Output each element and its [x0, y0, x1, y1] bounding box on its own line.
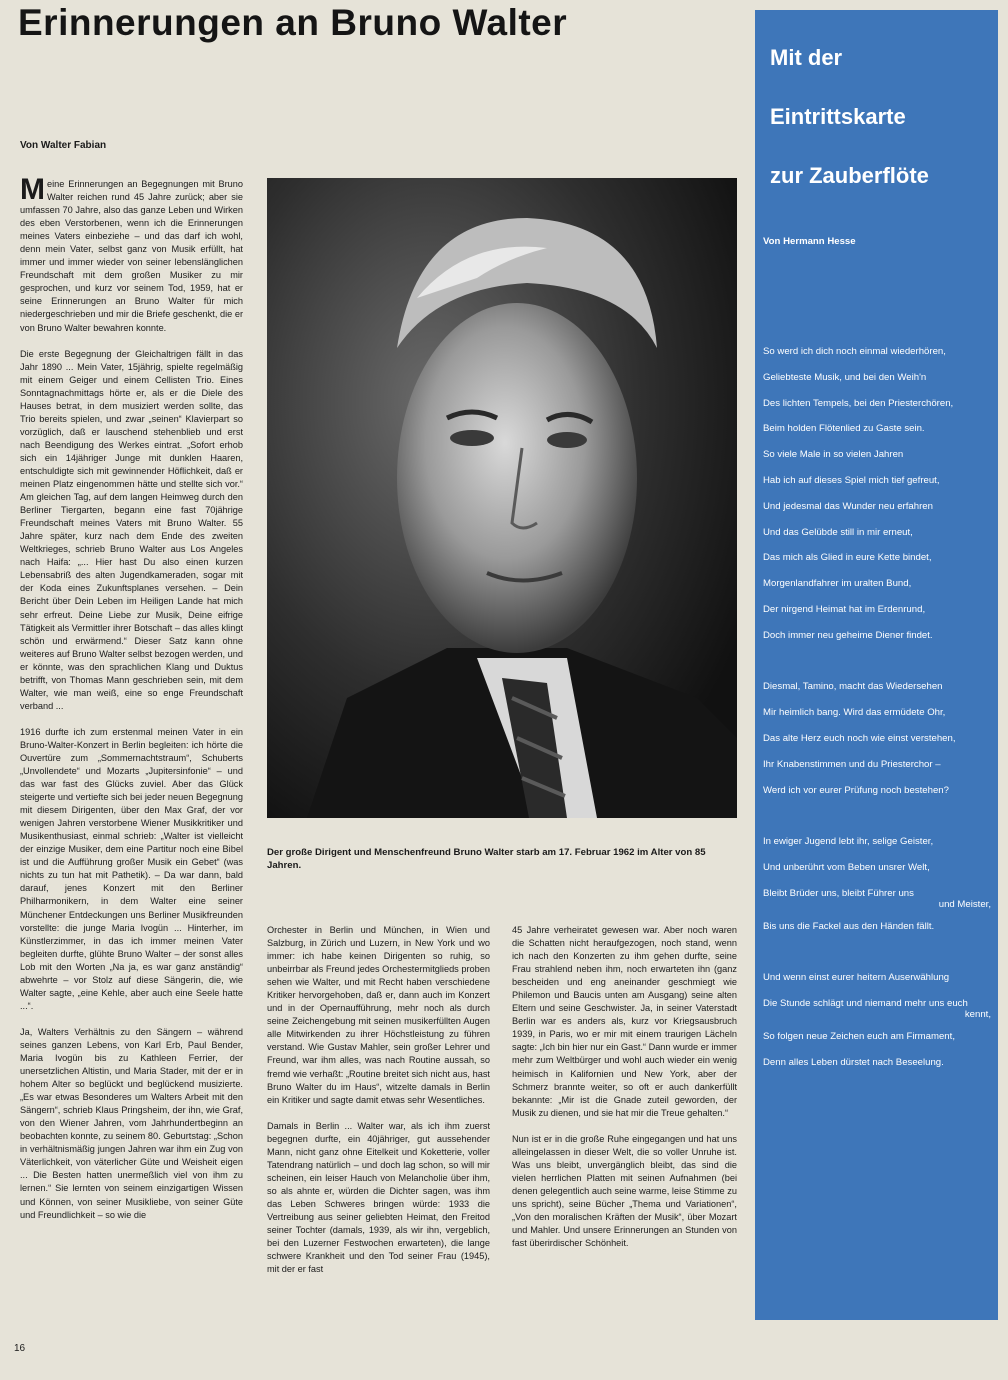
article-title: Erinnerungen an Bruno Walter: [18, 2, 568, 43]
article-column-3: [512, 924, 737, 1334]
poem-line: Und jedesmal das Wunder neu erfahren: [763, 500, 933, 512]
poem-line: Des lichten Tempels, bei den Priesterchören,: [763, 397, 954, 409]
paragraph: 45 Jahre verheiratet gewesen war. Aber noch waren die Schatten nicht heraufgezogen, noch stand, wenn ich nach den Konzerten zu ihm gehen durfte, seine Frau strahlend neben ihm, noch erwarteten ihn (ganz bescheiden und eng aneinander geschmiegt wie Philemon und Baucis unten am Ausgang) seine alten Eltern und seine Geschwister. Ja, in seiner Vaterstadt Berlin war es anders als, kurz vor Kriegsausbruch 1939, in Paris, wo er mir mit einem traurigen Lächeln sagte: „Ich bin hier nur ein Gast.“ Dann wurde er immer mehr zum Weltbürger und wohl auch wieder ein wenig heimisch in Kalifornien und New York, aber der Schmerz brannte weiter, so oft er auch dankerfüllt bekannte: „Mir ist die Gnade zuteil geworden, der Musik zu dienen, und sie hat mir die Treue gehalten.“: [512, 925, 737, 1118]
poem-line: In ewiger Jugend lebt ihr, selige Geister,: [763, 836, 934, 848]
poem-line: Morgenlandfahrer im uralten Bund,: [763, 578, 912, 590]
poem-line: Die Stunde schlägt und niemand mehr uns euch: [763, 997, 968, 1009]
paragraph: Damals in Berlin ... Walter war, als ich ihm zuerst begegnen durfte, ein 40jähriger, gut aussehender Mann, nicht ganz ohne Eitelkeit und Koketterie, voller Tatendrang natürlich – und doch lag schon, so will mir scheinen, ein leiser Hauch von Melancholie über ihm, so als ahnte er, würden die Dichter sagen, was ihm das Leben Schweres bringen würde: 1933 die Vertreibung aus seiner geliebten Heimat, den Freitod seiner Tochter (damals, 1939, als wir ihn, vergeblich, bei den Luzerner Festwochen erwarteten), die lange schwere Krankheit und den Tod seiner Frau (1945), mit der er fast: [267, 1120, 490, 1275]
paragraph: 1916 durfte ich zum erstenmal meinen Vater in ein Bruno-Walter-Konzert in Berlin begleiten: ich hörte die Ouvertüre zum „Sommernachtstraum“, Schuberts „Unvollendete“ und Mozarts „Jupitersinfonie“ – und das war fast des Glücks zuviel. Aber das Glück steigerte und vertiefte sich bei jeder neuen Begegnung mit diesem Dirigenten, über den Max Graf, der vor wenigen Jahren verstorbene Wiener Musikkritiker und Musikenthusiast, einmal schrieb: „Walter ist vielleicht der einzige Musiker, dem eine Partitur noch eine Bibel ist und die Aufführung großer Musik ein Gebet“ (was nichts zu tun hat mit Pathetik). – Da war dann, bald darauf, jenes Konzert mit den Berliner Philharmonikern, in dem Walter eine seiner Münchener Entdeckungen uns Berliner Musikfreunden vorstellte: die junge Maria Ivogün ... Hinterher, im Künstlerzimmer, in das ich immer meinen Vater begleiten durfte, glühte Bruno Walter – der sonst alles Lob mit den Worten „Na ja, es war ganz anständig“ abwehrte – vor Stolz auf diese Sängerin, die, wie Walter sagte, „eine Kehle, aber auch eine Seele hatte ...“.: [20, 726, 243, 1011]
poem-line: So folgen neue Zeichen euch am Firmament,: [763, 1030, 955, 1042]
poem-line-continuation: und Meister,: [938, 898, 991, 910]
poem-line: Mir heimlich bang. Wird das ermüdete Ohr,: [763, 707, 946, 719]
stanza-break: [763, 649, 991, 675]
paragraph: Orchester in Berlin und München, in Wien und Salzburg, in Zürich und Luzern, in New York und wo immer: ich habe keinen Dirigenten so ruhig, so unbeirrbar als Freund jedes Orchestermitglieds proben sehen wie Walter, und mit Recht haben verschiedene Kritiker hervorgehoben, daß er, dann auch im Konzert und in der Opernaufführung, mehr noch als durch seine Zeichengebung mit seinen musikerfüllten Augen alle Mitwirkenden zu ihrer Höchstleistung zu führen verstand. Wie Gustav Mahler, sein großer Lehrer und Freund, war ihm alles, was nach Routine aussah, so fremd wie verhaßt: „Routine breitet sich nicht aus, hast Bruno Walter du im Haus“, witzelte damals in Berlin ein Kritiker und sagte damit etwas sehr Wesentliches.: [267, 925, 490, 1105]
poem: [763, 339, 991, 1075]
poem-line: Ihr Knabenstimmen und du Priesterchor –: [763, 758, 941, 770]
drop-cap: M: [20, 178, 45, 206]
poem-line: Beim holden Flötenlied zu Gaste sein.: [763, 423, 925, 435]
poem-line-continuation: kennt,: [964, 1008, 991, 1020]
poem-line: Denn alles Leben dürstet nach Beseelung.: [763, 1056, 944, 1068]
portrait-photo: [267, 178, 737, 818]
poem-line: Diesmal, Tamino, macht das Wiedersehen: [763, 681, 943, 693]
stanza-break: [763, 939, 991, 965]
poem-line: So werd ich dich noch einmal wiederhören,: [763, 346, 946, 357]
poem-sidebar: [755, 10, 998, 1320]
sidebar-byline: Von Hermann Hesse: [763, 236, 856, 247]
poem-line: Bleibt Brüder uns, bleibt Führer uns: [763, 887, 914, 899]
poem-line: Doch immer neu geheime Diener findet.: [763, 629, 933, 641]
paragraph: Meine Erinnerungen an Begegnungen mit Bruno Walter reichen rund 45 Jahre zurück; aber sie umfassen 70 Jahre, also das ganze Leben und Wirken des eben Verstorbenen, wenn ich die Erinnerungen meines Vaters einbeziehe – und das darf ich wohl, denn mein Vater, selbst ganz von Musik erfüllt, hat immer und immer wieder von seiner lebenslänglichen Freundschaft mit dem großen Musiker zu mir gesprochen, und kurz vor seinem Tod, 1959, hat er seine Erinnerungen an Bruno Walter für mich niedergeschrieben und mir die Briefe geschenkt, die er von Bruno Walter bewahren konnte.: [20, 178, 243, 333]
sidebar-title: Mit der Eintrittskarte zur Zauberflöte: [770, 45, 929, 188]
paragraph: Die erste Begegnung der Gleichaltrigen fällt in das Jahr 1890 ... Mein Vater, 15jährig, spielte regelmäßig mit einem Geiger und einem Cellisten Trio. Eines Sonntagnachmittags hörte er, als er die Diele des Hauses betrat, in dem musiziert werden sollte, das Trio bereits spielen, und zwar „seinen“ Klavierpart so vorzüglich, daß er lauschend stehenblieb und erst nach Beendigung des Werkes eintrat. „Sofort erhob sich ein 14jähriger Junge mit dunklen Haaren, entschuldigte sich mit gewinnender Höflichkeit, daß er meinen Platz eingenommen hätte und stellte sich vor.“ Am gleichen Tag, auf dem langen Heimweg durch den Berliner Tiergarten, begann eine fast 70jährige Freundschaft meines Vaters mit Bruno Walter. 55 Jahre später, kurz nach dem Ende des zweiten Weltkrieges, schrieb Bruno Walter aus Los Angeles nach Haifa: „... Hier hast Du also einen kurzen Lebensabriß des alten Jugendkameraden, sogar mit der Koda eines Zukunftsplanes versehen. – Dein Bericht über Dein Leben im Heiligen Lande hat mich sehr erfreut. Deine Liebe zur Musik, Deine eifrige Tätigkeit als Vermittler ihrer Botschaft – das alles klingt schön und erwärmend.“ Dieser Satz kann ohne weiteres auf Bruno Walter selbst bezogen werden, und er könnte, was den sprachlichen Klang und Duktus betrifft, von Thomas Mann geschrieben sein, mit dem Walter, wie man weiß, eine so enge Freundschaft verband ...: [20, 348, 243, 711]
paragraph: Ja, Walters Verhältnis zu den Sängern – während seines ganzen Lebens, von Karl Erb, Paul Bender, Maria Ivogün bis zu Kathleen Ferrier, der unersetzlichen Altistin, und Maria Stader, mit der er in hohem Alter so beglückt und beglückend musizierte. „Es war etwas Besonderes um Walters Arbeit mit den Sängern“, schrieb Klaus Pringsheim, der ihn, wie Graf, von den Wiener Jahren, vom Jahrhundertbeginn an beobachten konnte, zu seinem 80. Geburtstag: „Schon in verhältnismäßig jungen Jahren war ihm ein Zug von Väterlichkeit, von väterlicher Güte und Weisheit eigen ... Die Besten hatten unermeßlich viel von ihm zu lernen.“ Sie lernten von seinem einzigartigen Wissen und Können, von seiner Musikliebe, von seiner Güte und Freundlichkeit – so wie die: [20, 1026, 243, 1220]
poem-line: Hab ich auf dieses Spiel mich tief gefreut,: [763, 474, 940, 486]
page-number: 16: [14, 1343, 26, 1354]
article-byline: Von Walter Fabian: [20, 140, 107, 151]
article-column-2: [267, 924, 490, 1334]
stanza-break: [763, 803, 991, 829]
poem-line: Das mich als Glied in eure Kette bindet,: [763, 552, 932, 564]
poem-line: Geliebteste Musik, und bei den Weih'n: [763, 371, 927, 383]
poem-line: Bis uns die Fackel aus den Händen fällt.: [763, 920, 935, 932]
poem-line: So viele Male in so vielen Jahren: [763, 449, 904, 461]
poem-line: Werd ich vor eurer Prüfung noch bestehen?: [763, 784, 949, 796]
poem-line: Und das Gelübde still in mir erneut,: [763, 526, 913, 538]
paragraph: Nun ist er in die große Ruhe eingegangen und hat uns alleingelassen in dieser Welt, die so voller Unruhe ist. Was uns bleibt, unvergänglich bleibt, das sind die vielen herrlichen Platten mit seinen Aufnahmen (bei denen gelegentlich auch seine warme, leise Stimme zu uns spricht), seine Bücher „Thema und Variationen“, „Von den moralischen Kräften der Musik“, über Mozart und Mahler. Und unsere Erinnerungen an Stunden von fast überirdischer Schönheit.: [512, 1133, 737, 1249]
article-column-1: [20, 178, 243, 1338]
poem-line: Und wenn einst eurer heitern Auserwählung: [763, 972, 950, 984]
poem-line: Und unberührt vom Beben unsrer Welt,: [763, 861, 930, 873]
poem-line: Das alte Herz euch noch wie einst verstehen,: [763, 732, 956, 744]
photo-caption: Der große Dirigent und Menschenfreund Bruno Walter starb am 17. Februar 1962 im Alter von 85 Jahren.: [267, 847, 706, 871]
poem-line: Der nirgend Heimat hat im Erdenrund,: [763, 603, 926, 615]
